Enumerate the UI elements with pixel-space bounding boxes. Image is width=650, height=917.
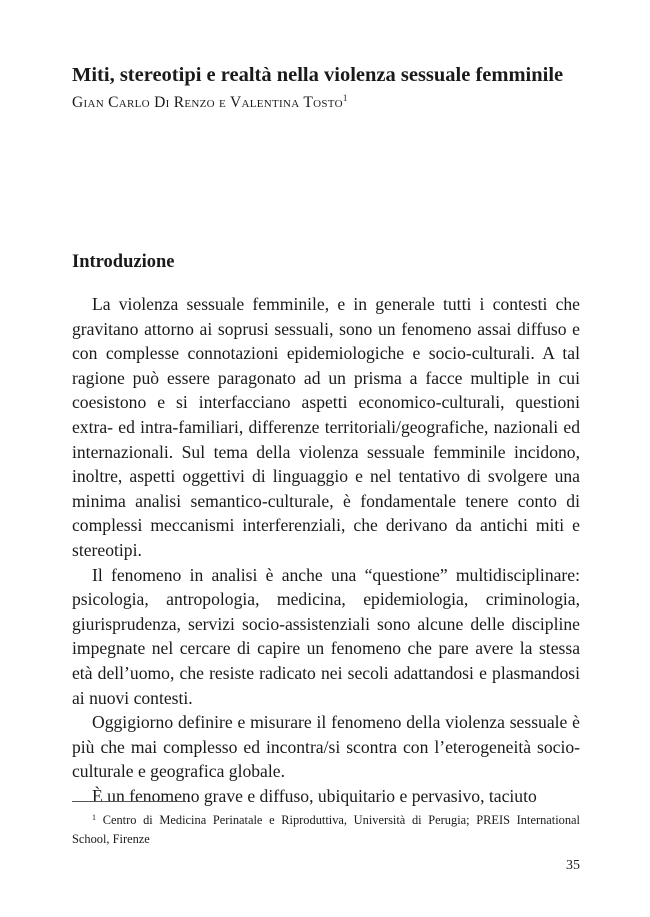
authors-text: Gian Carlo Di Renzo e Valentina Tosto [72, 94, 343, 111]
section-heading: Introduzione [72, 252, 175, 272]
page-number: 35 [566, 858, 580, 873]
footnote [72, 808, 580, 849]
author-footnote-mark: 1 [342, 93, 348, 103]
article-title: Miti, stereotipi e realtà nella violenza sessuale femminile [72, 64, 564, 86]
article-header [72, 62, 580, 113]
footnote-text: Centro di Medicina Perinatale e Riproduttiva, Università di Perugia; PREIS International School, Firenze [72, 813, 580, 846]
footnote-divider [72, 801, 186, 802]
body-text [72, 292, 580, 808]
paragraph: È un fenomeno grave e diffuso, ubiquitario e pervasivo, taciuto [92, 785, 537, 806]
article-authors [72, 88, 580, 113]
footnote-mark: 1 [92, 813, 96, 822]
paragraph: La violenza sessuale femminile, e in generale tutti i contesti che gravitano attorno ai soprusi sessuali, sono un fenomeno assai diffuso e con complesse connotazioni epidemiologiche e socio-culturali. A tal ragione può essere paragonato ad un prisma a facce multiple in cui coesistono e si interfacciano aspetti economico-culturali, questioni extra- ed intra-familiari, differenze territoriali/geografiche, nazionali ed internazionali. Sul tema della violenza sessuale femminile incidono, inoltre, aspetti oggettivi di linguaggio e nel tentativo di svolgere una minima analisi semantico-culturale, è fondamentale tenere conto di complessi meccanismi interferenziali, che derivano da antichi miti e stereotipi. [72, 294, 580, 560]
paragraph: Il fenomeno in analisi è anche una “questione” multidisciplinare: psicologia, antropologia, medicina, epidemiologia, criminologia, giurisprudenza, servizi socio-assistenziali sono alcune delle discipline impegnate nel cercare di capire un fenomeno che pare avere la stessa età dell’uomo, che resiste radicato nei secoli adattandosi e plasmandosi ai nuovi contesti. [72, 564, 580, 708]
paragraph: Oggigiorno definire e misurare il fenomeno della violenza sessuale è più che mai complesso ed incontra/si scontra con l’eterogeneità socio-culturale e geografica globale. [72, 712, 580, 782]
